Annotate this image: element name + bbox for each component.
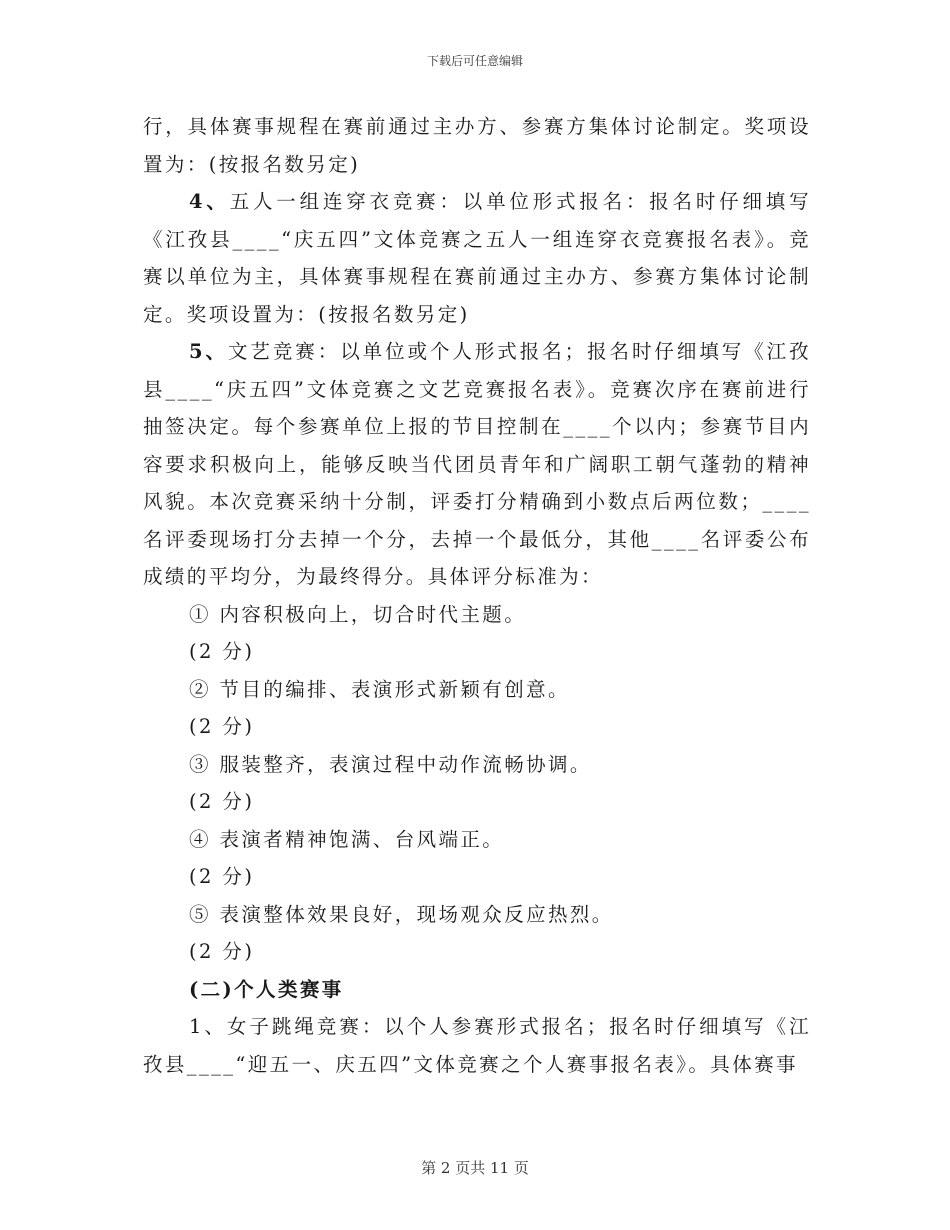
item-number: 4、 [189,190,230,213]
criterion-4: ④ 表演者精神饱满、台风端正。 [189,827,505,851]
page-header: 下载后可任意编辑 [426,54,523,68]
page-footer: 第 2 页共 11 页 [421,1159,529,1177]
criterion-3: ③ 服装整齐，表演过程中动作流畅协调。 [189,752,592,776]
criterion-1-score: (2 分) [189,640,255,663]
document-body [143,108,811,1083]
criterion-1: ① 内容积极向上，切合时代主题。 [189,602,527,626]
item-number: 5、 [189,340,228,363]
section-heading: (二)个人类赛事 [189,977,344,1001]
paragraph-item-4 [143,183,811,333]
criterion-5: ⑤ 表演整体效果良好，现场观众反应热烈。 [189,902,614,926]
paragraph-item-5 [143,333,811,596]
item-text: 五人一组连穿衣竞赛：以单位形式报名：报名时仔细填写《江孜县____“庆五四”文体竞赛之五人一组连穿衣竞赛报名表》。竞赛以单位为主，具体赛事规程在赛前通过主办方、参赛方集体讨论制定。奖项设置为：(按报名数另定) [143,190,811,326]
criterion-3-score: (2 分) [189,790,255,813]
criterion-2: ② 节目的编排、表演形式新颖有创意。 [189,677,570,701]
criterion-4-score: (2 分) [189,865,255,888]
criterion-2-score: (2 分) [189,715,255,738]
paragraph-continuation: 行，具体赛事规程在赛前通过主办方、参赛方集体讨论制定。奖项设置为：(按报名数另定) [143,115,811,176]
paragraph-individual-1: 1、女子跳绳竞赛：以个人参赛形式报名；报名时仔细填写《江孜县____“迎五一、庆五四”文体竞赛之个人赛事报名表》。具体赛事 [143,1015,811,1076]
criterion-5-score: (2 分) [189,940,255,963]
item-text: 文艺竞赛：以单位或个人形式报名；报名时仔细填写《江孜县____“庆五四”文体竞赛之文艺竞赛报名表》。竞赛次序在赛前进行抽签决定。每个参赛单位上报的节目控制在____个以内；参赛节目内容要求积极向上，能够反映当代团员青年和广阔职工朝气蓬勃的精神风貌。本次竞赛采纳十分制，评委打分精确到小数点后两位数；____名评委现场打分去掉一个分，去掉一个最低分，其他____名评委公布成绩的平均分，为最终得分。具体评分标准为： [143,340,811,588]
